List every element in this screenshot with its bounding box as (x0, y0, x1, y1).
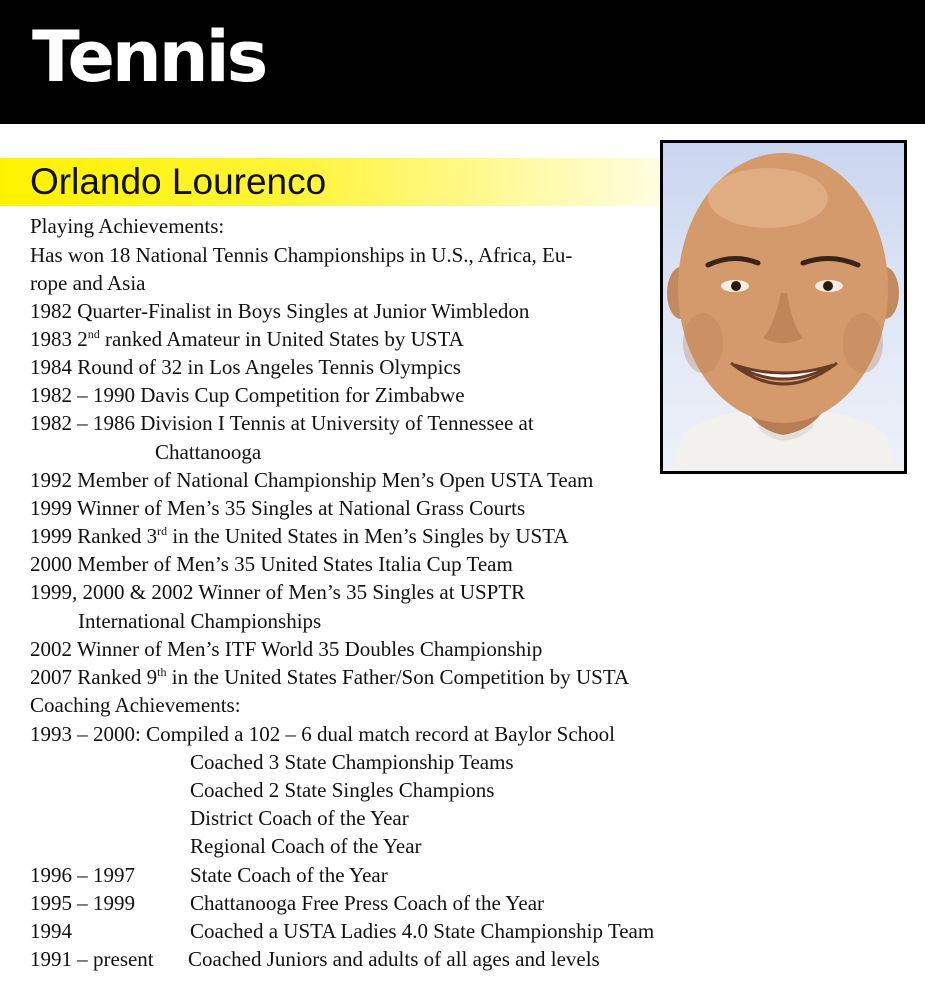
ordinal-suffix: rd (157, 524, 168, 538)
coaching-line: District Coach of the Year (190, 806, 409, 830)
achievement-text: 1983 2 (30, 327, 88, 351)
achievement-line: 2000 Member of Men’s 35 United States Italia Cup Team (30, 552, 513, 576)
coaching-year: 1994 (30, 919, 72, 943)
coaching-line: 1993 – 2000: Compiled a 102 – 6 dual match record at Baylor School (30, 722, 615, 746)
achievement-line: 1999, 2000 & 2002 Winner of Men’s 35 Singles at USPTR (30, 580, 526, 604)
coaching-line: Regional Coach of the Year (190, 834, 422, 858)
achievement-line (30, 325, 464, 353)
profile-photo (660, 140, 907, 474)
achievement-line: 1999 Winner of Men’s 35 Singles at National Grass Courts (30, 496, 526, 520)
coaching-line: Coached 3 State Championship Teams (190, 750, 514, 774)
achievement-line: Has won 18 National Tennis Championships in U.S., Africa, Eu- (30, 243, 573, 267)
achievement-line (30, 663, 629, 691)
header-bar (0, 0, 925, 124)
ordinal-suffix: nd (87, 327, 100, 341)
achievement-line: 1984 Round of 32 in Los Angeles Tennis Olympics (30, 355, 461, 379)
achievement-line: 2002 Winner of Men’s ITF World 35 Doubles Championship (30, 637, 543, 661)
achievement-line: 1982 Quarter-Finalist in Boys Singles at Junior Wimbledon (30, 299, 530, 323)
achievement-line: 1992 Member of National Championship Men’s Open USTA Team (30, 468, 594, 492)
ordinal-suffix: th (157, 665, 167, 679)
coaching-line: Coached 2 State Singles Champions (190, 778, 495, 802)
achievement-line: Chattanooga (155, 440, 262, 464)
profile-name: Orlando Lourenco (30, 161, 327, 202)
playing-achievements-heading: Playing Achievements: (30, 214, 225, 238)
coaching-achievements-heading: Coaching Achievements: (30, 693, 241, 717)
coaching-year: 1995 – 1999 (30, 891, 135, 915)
achievement-text: ranked Amateur in United States by USTA (99, 327, 464, 351)
achievement-text: 1999 Ranked 3 (30, 524, 158, 548)
coaching-text: Coached a USTA Ladies 4.0 State Championship Team (190, 919, 655, 943)
coaching-text: Coached Juniors and adults of all ages and levels (188, 947, 600, 971)
achievement-line: 1982 – 1990 Davis Cup Competition for Zimbabwe (30, 383, 465, 407)
achievement-text: 2007 Ranked 9 (30, 665, 158, 689)
achievement-line: International Championships (78, 609, 322, 633)
coaching-text: State Coach of the Year (190, 863, 388, 887)
page-title: Tennis (32, 16, 266, 98)
achievement-line (30, 522, 569, 550)
achievement-line: rope and Asia (30, 271, 146, 295)
portrait-illustration (663, 143, 904, 471)
achievement-text: in the United States in Men’s Singles by USTA (167, 524, 569, 548)
coaching-text: Chattanooga Free Press Coach of the Year (190, 891, 545, 915)
coaching-year: 1996 – 1997 (30, 863, 135, 887)
achievement-text: in the United States Father/Son Competition by USTA (166, 665, 630, 689)
coaching-year: 1991 – present (30, 947, 154, 971)
achievement-line: 1982 – 1986 Division I Tennis at University of Tennessee at (30, 411, 534, 435)
